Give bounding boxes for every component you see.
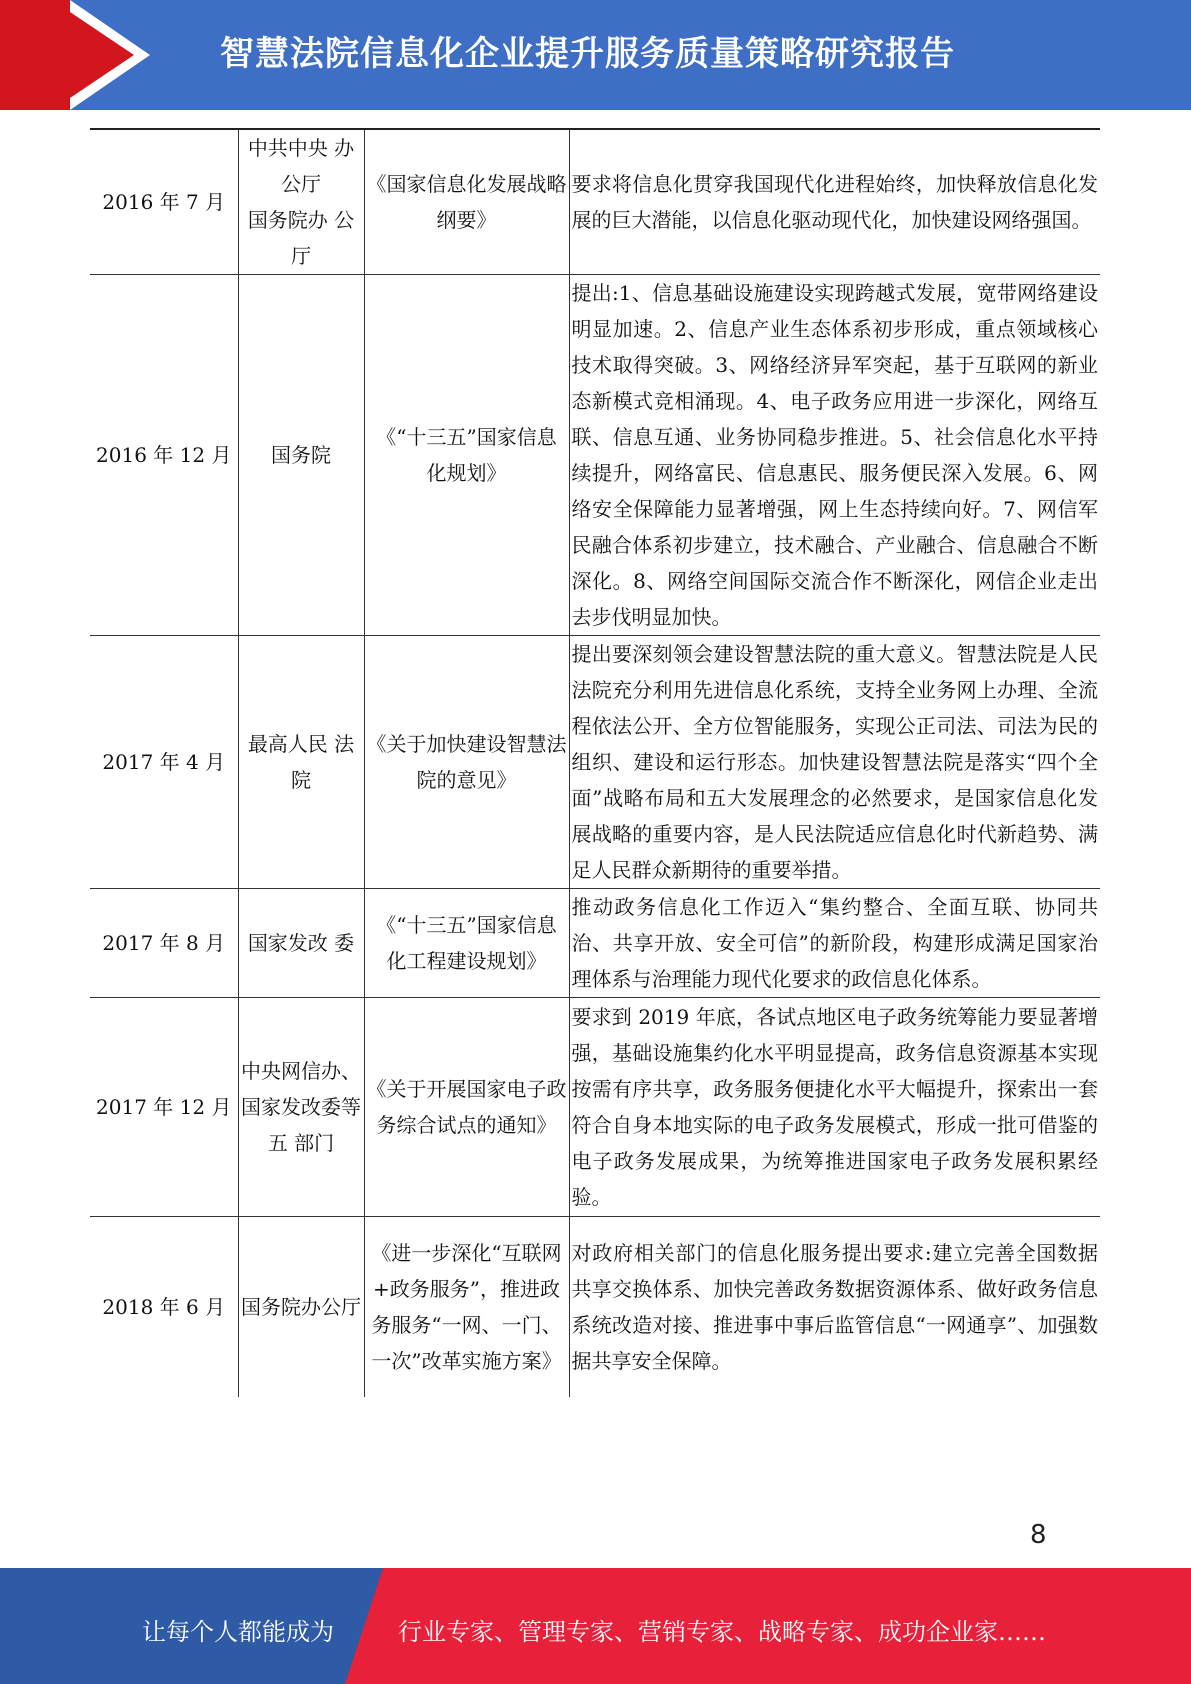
row-date: 2018 年 6 月 <box>90 1217 238 1397</box>
table-row <box>90 275 1100 636</box>
row-date: 2016 年 12 月 <box>90 275 238 636</box>
row-date: 2017 年 12 月 <box>90 998 238 1217</box>
row-document: 《“十三五”国家信息化工程建设规划》 <box>364 889 569 998</box>
row-issuer: 国务院 <box>238 275 364 636</box>
row-date: 2017 年 8 月 <box>90 889 238 998</box>
table-row <box>90 889 1100 998</box>
row-content: 要求到 2019 年底，各试点地区电子政务统筹能力要显著增强，基础设施集约化水平明显提高，政务信息资源基本实现按需有序共享，政务服务便捷化水平大幅提升，探索出一套符合自身本地实际的电子政务发展模式，形成一批可借鉴的电子政务发展成果，为统筹推进国家电子政务发展积累经验。 <box>569 998 1100 1217</box>
table-row <box>90 129 1100 275</box>
header-red-block <box>0 0 70 110</box>
issuer-text: 中共中央 办公厅 国务院办 公厅 <box>247 136 355 268</box>
footer-blue-slant <box>345 1568 383 1684</box>
row-document: 《关于开展国家电子政务综合试点的通知》 <box>364 998 569 1217</box>
row-content: 推动政务信息化工作迈入“集约整合、全面互联、协同共治、共享开放、安全可信”的新阶段，构建形成满足国家治理体系与治理能力现代化要求的政信息化体系。 <box>569 889 1100 998</box>
row-document: 《关于加快建设智慧法院的意见》 <box>364 636 569 889</box>
row-issuer: 国家发改 委 <box>238 889 364 998</box>
page-footer-banner <box>0 1568 1191 1684</box>
row-content: 提出要深刻领会建设智慧法院的重大意义。智慧法院是人民法院充分利用先进信息化系统，支持全业务网上办理、全流程依法公开、全方位智能服务，实现公正司法、司法为民的组织、建设和运行形态。加快建设智慧法院是落实“四个全面”战略布局和五大发展理念的必然要求，是国家信息化发展战略的重要内容，是人民法院适应信息化时代新趋势、满足人民群众新期待的重要举措。 <box>569 636 1100 889</box>
table-row <box>90 998 1100 1217</box>
page-number: 8 <box>1030 1520 1047 1550</box>
row-issuer <box>238 129 364 275</box>
row-document: 《“十三五”国家信息化规划》 <box>364 275 569 636</box>
footer-slogan-left: 让每个人都能成为 <box>142 1618 334 1646</box>
row-document: 《国家信息化发展战略纲要》 <box>364 129 569 275</box>
row-date: 2016 年 7 月 <box>90 129 238 275</box>
report-title: 智慧法院信息化企业提升服务质量策略研究报告 <box>220 34 955 74</box>
page-header-banner <box>0 0 1191 110</box>
row-issuer: 中央网信办、国家发改委等五 部门 <box>238 998 364 1217</box>
row-issuer: 国务院办公厅 <box>238 1217 364 1397</box>
table-row <box>90 1217 1100 1397</box>
policy-table <box>90 128 1100 1397</box>
row-date: 2017 年 4 月 <box>90 636 238 889</box>
header-red-arrow <box>70 12 134 98</box>
table-row <box>90 636 1100 889</box>
row-content: 提出:1、信息基础设施建设实现跨越式发展，宽带网络建设明显加速。2、信息产业生态体系初步形成，重点领域核心技术取得突破。3、网络经济异军突起，基于互联网的新业态新模式竞相涌现。4、电子政务应用进一步深化，网络互联、信息互通、业务协同稳步推进。5、社会信息化水平持续提升，网络富民、信息惠民、服务便民深入发展。6、网络安全保障能力显著增强，网上生态持续向好。7、网信军民融合体系初步建立，技术融合、产业融合、信息融合不断深化。8、网络空间国际交流合作不断深化，网信企业走出去步伐明显加快。 <box>569 275 1100 636</box>
row-document: 《进一步深化“互联网+政务服务”，推进政务服务“一网、一门、一次”改革实施方案》 <box>364 1217 569 1397</box>
row-content: 对政府相关部门的信息化服务提出要求:建立完善全国数据共享交换体系、加快完善政务数据资源体系、做好政务信息系统改造对接、推进事中事后监管信息“一网通享”、加强数据共享安全保障。 <box>569 1217 1100 1397</box>
footer-slogan-right: 行业专家、管理专家、营销专家、战略专家、成功企业家…… <box>398 1618 1046 1646</box>
row-content: 要求将信息化贯穿我国现代化进程始终，加快释放信息化发展的巨大潜能，以信息化驱动现代化，加快建设网络强国。 <box>569 129 1100 275</box>
row-issuer: 最高人民 法院 <box>238 636 364 889</box>
